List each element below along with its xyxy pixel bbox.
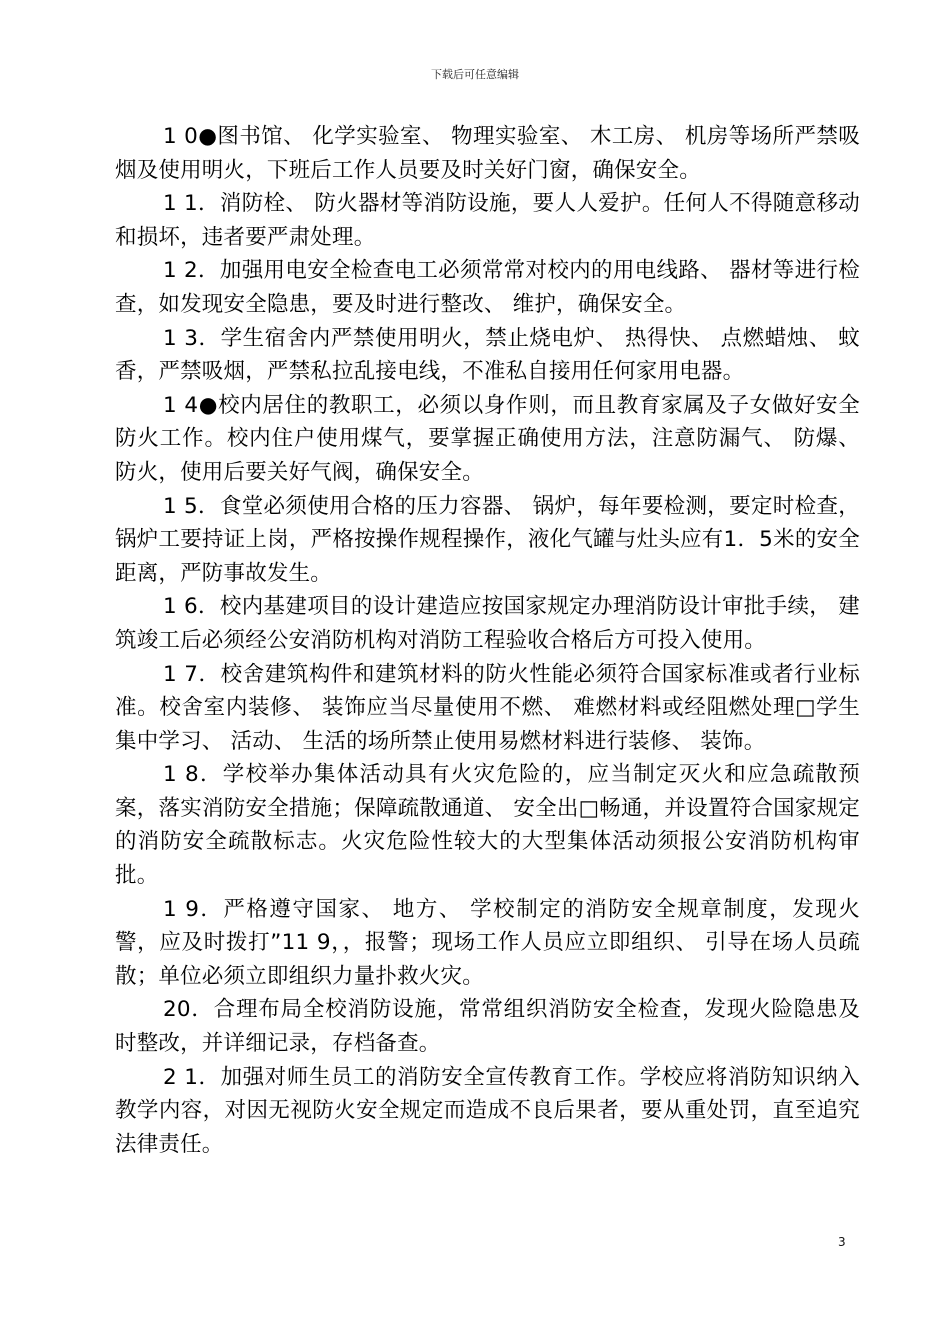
paragraph-12: 1 2．加强用电安全检查电工必须常常对校内的用电线路、 器材等进行检查，如发现安全隐患，要及时进行整改、 维护，确保安全。: [115, 258, 860, 317]
paragraph-11: 1 1．消防栓、 防火器材等消防设施，要人人爱护。任何人不得随意移动和损坏，违者要严肃处理。: [115, 191, 860, 250]
paragraph-18: 1 8．学校举办集体活动具有火灾危险的，应当制定灭火和应急疏散预案，落实消防安全措施；保障疏散通道、 安全出□畅通，并设置符合国家规定的消防安全疏散标志。火灾危险性较大的大型集体活动须报公安消防机构审批。: [115, 762, 860, 889]
page-number: 3: [838, 1235, 846, 1249]
document-body: [115, 120, 860, 1161]
paragraph-19: 1 9．严格遵守国家、 地方、 学校制定的消防安全规章制度，发现火警，应及时拨打”11 9，，报警；现场工作人员应立即组织、 引导在场人员疏散；单位必须立即组织力量扑救火灾。: [115, 896, 860, 989]
paragraph-21: 2 1．加强对师生员工的消防安全宣传教育工作。学校应将消防知识纳入教学内容，对因无视防火安全规定而造成不良后果者，要从重处罚，直至追究法律责任。: [115, 1064, 860, 1157]
page-header: 下载后可任意编辑: [431, 68, 519, 81]
paragraph-20: 20．合理布局全校消防设施，常常组织消防安全检查，发现火险隐患及时整改，并详细记录，存档备查。: [115, 997, 860, 1057]
paragraph-14: 1 4●校内居住的教职工，必须以身作则，而且教育家属及子女做好安全防火工作。校内住户使用煤气，要掌握正确使用方法，注意防漏气、 防爆、 防火，使用后要关好气阀，确保安全。: [115, 392, 860, 485]
paragraph-15: 1 5．食堂必须使用合格的压力容器、 锅炉，每年要检测，要定时检查，锅炉工要持证上岗，严格按操作规程操作，液化气罐与灶头应有1．5米的安全距离，严防事故发生。: [115, 493, 860, 586]
paragraph-17: 1 7．校舍建筑构件和建筑材料的防火性能必须符合国家标准或者行业标准。校舍室内装修、 装饰应当尽量使用不燃、 难燃材料或经阻燃处理□学生集中学习、 活动、 生活的场所禁止使用易燃材料进行装修、 装饰。: [115, 661, 860, 754]
paragraph-13: 1 3．学生宿舍内严禁使用明火，禁止烧电炉、 热得快、 点燃蜡烛、 蚊香，严禁吸烟，严禁私拉乱接电线，不准私自接用任何家用电器。: [115, 325, 860, 385]
paragraph-16: 1 6．校内基建项目的设计建造应按国家规定办理消防设计审批手续， 建筑竣工后必须经公安消防机构对消防工程验收合格后方可投入使用。: [115, 594, 860, 653]
paragraph-10: 1 0●图书馆、 化学实验室、 物理实验室、 木工房、 机房等场所严禁吸烟及使用明火，下班后工作人员要及时关好门窗，确保安全。: [115, 124, 860, 183]
